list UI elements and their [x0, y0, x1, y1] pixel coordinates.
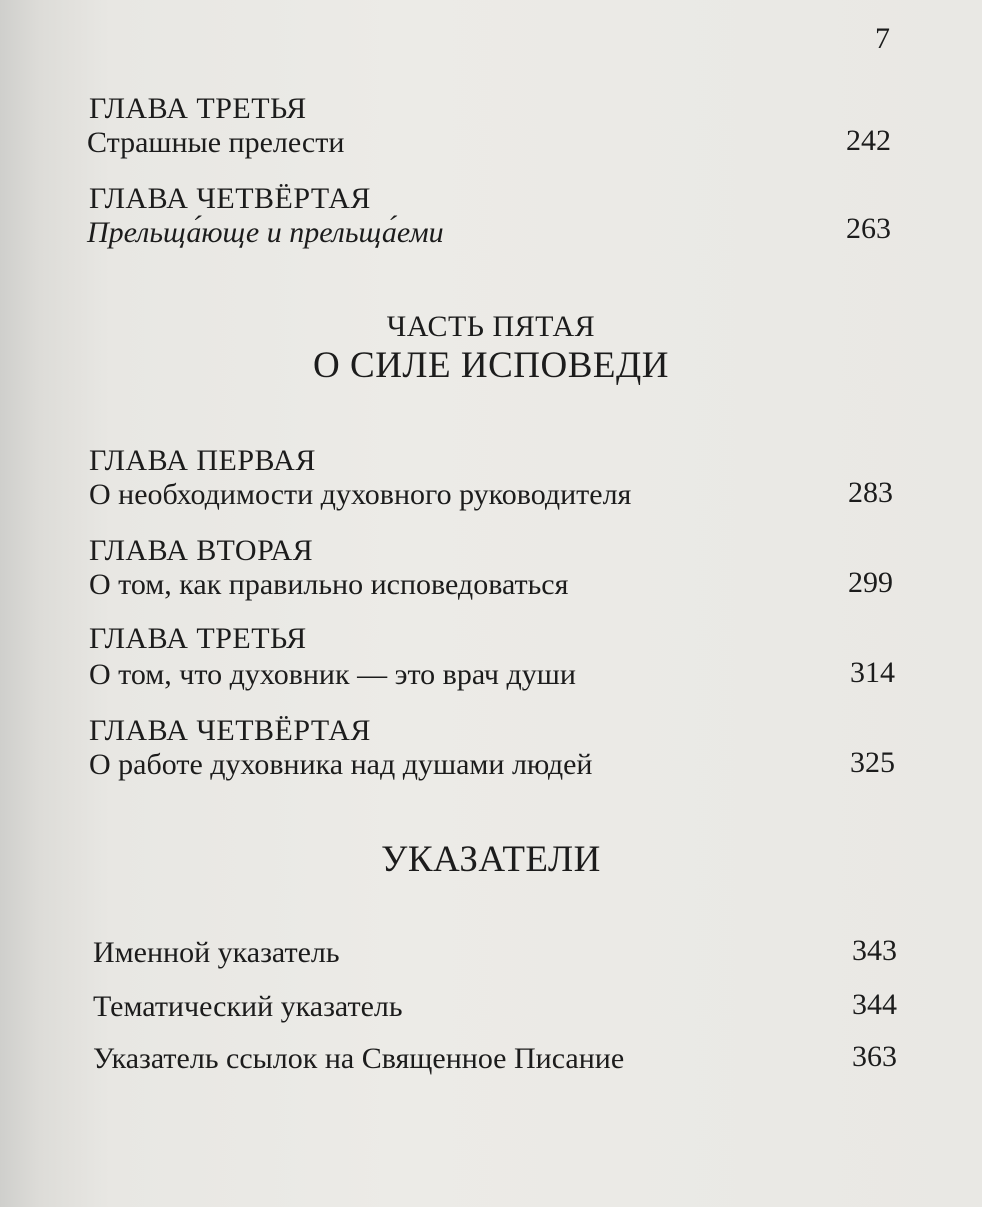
part-title-wrap — [0, 344, 982, 387]
indexes-heading: УКАЗАТЕЛИ — [381, 839, 601, 880]
index-title: Именной указатель — [93, 936, 340, 969]
chapter-title: Страшные прелести — [87, 126, 345, 159]
chapter-heading: ГЛАВА ЧЕТВЁРТАЯ — [89, 182, 371, 215]
chapter-heading: ГЛАВА ПЕРВАЯ — [89, 444, 316, 477]
indexes-heading-wrap — [0, 838, 982, 881]
chapter-page-number: 299 — [848, 566, 893, 599]
chapter-heading: ГЛАВА ЧЕТВЁРТАЯ — [89, 714, 371, 747]
chapter-page-number: 325 — [850, 746, 895, 779]
page-number: 7 — [875, 22, 890, 55]
chapter-title: Прельща́юще и прельща́еми — [87, 216, 444, 249]
chapter-title: О том, что духовник — это врач души — [89, 658, 576, 691]
chapter-page-number: 314 — [850, 656, 895, 689]
chapter-page-number: 242 — [846, 124, 891, 157]
index-page-number: 343 — [852, 934, 897, 967]
part-heading — [0, 310, 982, 344]
chapter-title: О работе духовника над душами людей — [89, 748, 593, 781]
index-title: Тематический указатель — [93, 990, 403, 1023]
chapter-title: О том, как правильно исповедоваться — [89, 568, 569, 601]
chapter-title: О необходимости духовного руководителя — [89, 478, 632, 511]
chapter-page-number: 263 — [846, 212, 891, 245]
chapter-heading: ГЛАВА ТРЕТЬЯ — [89, 622, 307, 655]
chapter-heading: ГЛАВА ТРЕТЬЯ — [89, 92, 307, 125]
part-title: О СИЛЕ ИСПОВЕДИ — [313, 345, 669, 386]
index-page-number: 344 — [852, 988, 897, 1021]
part-label: ЧАСТЬ ПЯТАЯ — [386, 310, 596, 343]
index-title: Указатель ссылок на Священное Писание — [93, 1042, 625, 1075]
index-page-number: 363 — [852, 1040, 897, 1073]
chapter-heading: ГЛАВА ВТОРАЯ — [89, 534, 314, 567]
chapter-page-number: 283 — [848, 476, 893, 509]
